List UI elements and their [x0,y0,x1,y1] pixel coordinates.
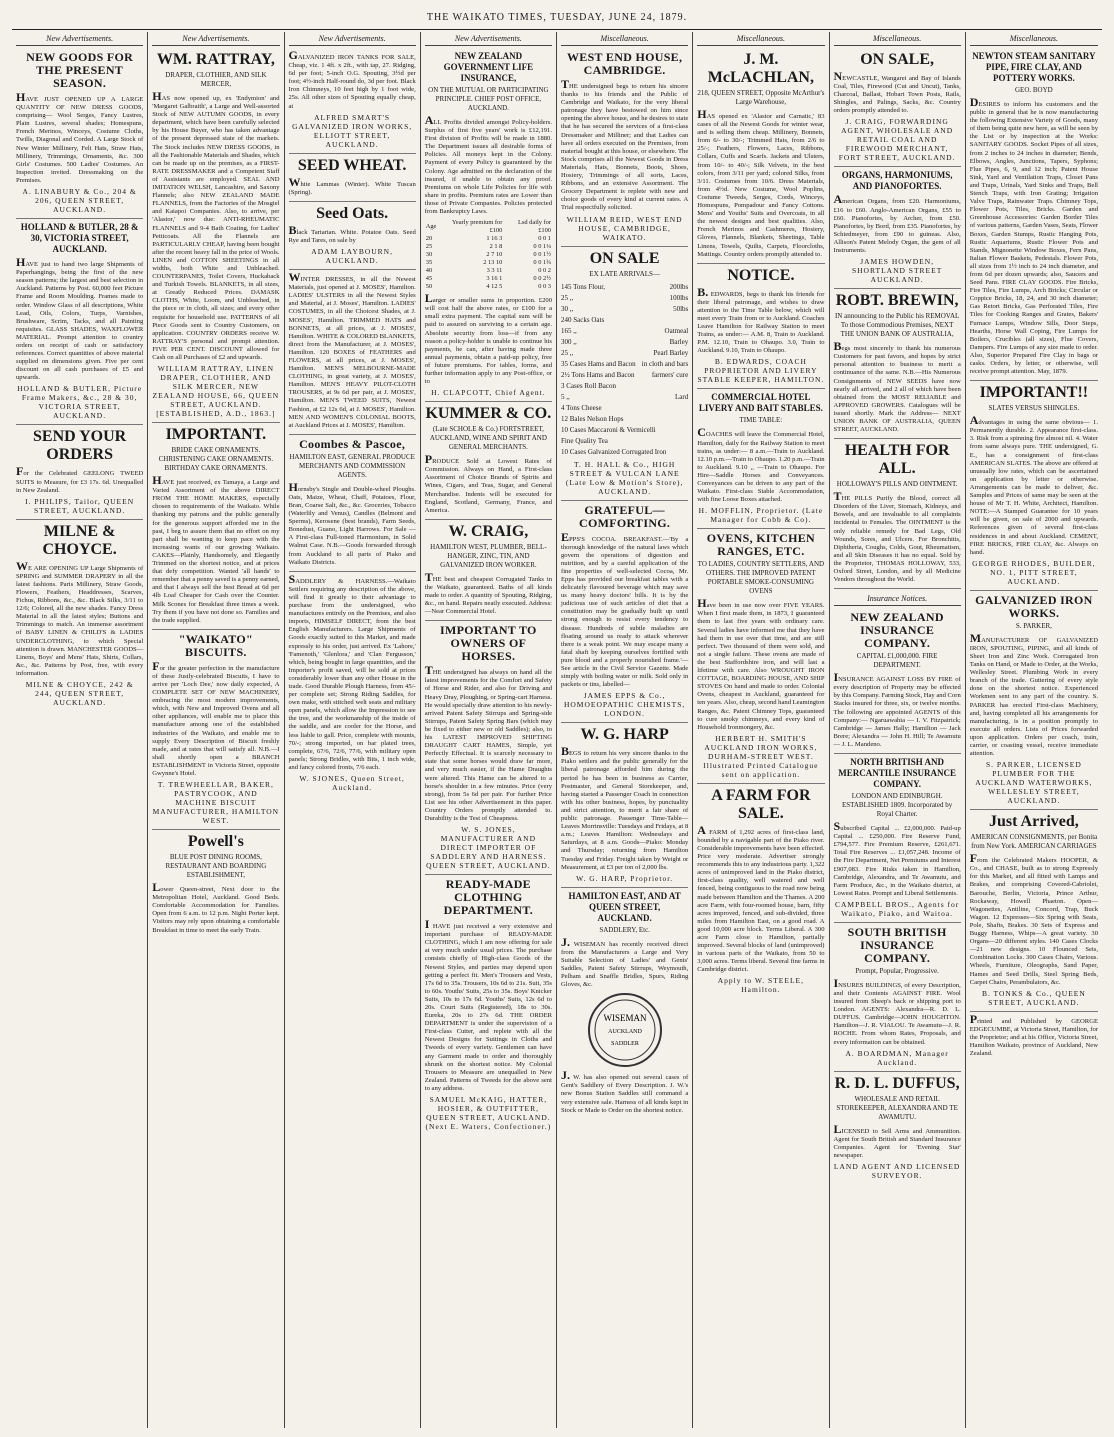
advertisement [289,438,416,572]
premium-table-row [425,251,552,259]
advertisement [425,51,552,402]
ad-body: MANUFACTURER OF GALVANIZED IRON, SPOUTING, PIPING, and all kinds of Sheet Iron and Zinc Work. Corrugated Iron Tanks on Hand, or Made to Order, at the Works, Wellesley Street. Plumbing Work in every branch of the trade. Guttering of every style done on the shortest notice. Experienced Workmen sent to any part of the country. S. PARKER has erected First-class Machinery, and, having completed all his arrangements for manufacturing, is in a position promptly to execute all orders. Lists of Prices forwarded upon application. Orders per coach, train, carrier, or coasting vessel, receive immediate attention. [969,630,1098,758]
ad-signature: LAND AGENT AND LICENSED SURVEYOR. [833,1162,961,1180]
ad-signature: HERBERT H. SMITH'S AUCKLAND IRON WORKS, DURHAM-STREET WEST. Illustrated Printed Catalogue sent on application. [703,733,819,779]
ad-body: HAVE JUST OPENED UP A LARGE QUANTITY OF NEW DRESS GOODS, comprising— Wool Serges, Fancy Lustres, Plain Lustres, several shades; Homespuns, French Merinos, Winceys, Costume Cloths, Twills, Diagonal and Corded. A Large Stock of New Winter Millinery, Felt Hats, Straw Hats, Millinery, Trimmings, Ornaments, &c. 300 Girls' Costumes. 500 Ladies' Costumes. An Inspection invited. Dressmaking on the Premises. [16,90,144,184]
ad-subheading: S. PARKER, [1015,621,1052,630]
premium-table-heading: Age [425,223,437,231]
advertisement [288,571,416,796]
ad-headline: IMPORTANT. [165,426,267,444]
advertisement [697,392,824,529]
ad-subheading: IN announcing to the Public his REMOVAL To those Commodious Premises, NEXT THE UNION BANK OF AUSTRALIA, [834,312,960,339]
ad-headline: W. CRAIG, [448,522,529,540]
premium-table-cell: 4 12 5 [486,283,503,291]
advertisement [834,51,961,167]
advertisement [561,726,688,887]
premium-table-row [425,275,552,283]
ad-body: ALL Profits divided amongst Policy-holders. Surplus of first five years' work is £12,191. First division of Profits will be made in 1880. The Department issues all desirable forms of Policies. All moneys kept in the Colony. Payment of every Policy is guaranteed by the Colony. Age admitted on the declaration of the insured, if unable to obtain any proof. Premiums on whole Life Policies for life with share in profits. Premium rates are Lower than those of Private Companies. Policies protected from Bankruptcy Laws. [424,113,552,216]
advertisement [152,51,279,423]
ad-headline: NORTH BRITISH AND MERCANTILE INSURANCE COMPANY. [838,757,956,790]
advertisement [425,624,552,875]
ad-signature: ADAM LAYBOURN, AUCKLAND. [311,247,393,266]
ad-subheading: SADDLERY, Etc. [599,925,650,934]
seal-word: SADDLER [610,1041,639,1048]
saddler-seal [588,993,662,1067]
ad-headline: Seed Oats. [316,204,389,222]
ad-signature: W. SJONES, Queen Street, Auckland. [299,774,405,792]
advertisement [970,594,1098,810]
ad-signature: W. G. HARP, Proprietor. [576,873,674,883]
ad-headline: "WAIKATO" BISCUITS. [178,631,253,659]
ad-body: I HAVE just received a very extensive and important purchase of READY-MADE CLOTHING, which I am now offering for sale at very much under usual prices. The purchase consists chiefly of High-class Goods of the Newest Styles, and parties may depend upon getting a perfect fit. Men's Trousers and Vests, 17s 6d to 35s. Trousers, 10s 6d to 21s. Suit, 35s to 60s. Youths' Suits, 25s to 35s. Boys' Knicker Suits, 10s to 17s 6d. Youths' Suits, 12s 6d to 20s. Court Suits (Registered), 18s to 30s. Eureka, 20s to 27s 6d. THE ORDER DEPARTMENT is under the supervision of a First-class Cutter, and replete with all the Newest Designs for Suitings in Cloths and Tweeds of every variety. Gentlemen can have any Garment made to order and thoroughly shrunk on the shortest notice. My Colonial Trousers to Measure are unequalled in New Zealand. Patterns of Tweeds for the above sent to any address. [424,917,552,1092]
cargo-item: 5 ,, [561,392,570,401]
ad-subheading: DRAPER, CLOTHIER, AND SILK MERCER, [165,71,267,88]
advertisement [152,633,279,830]
premium-table-cell: 2 7 10 [486,251,503,259]
ad-body: HAS opened ex 'Alastor and Carnatic,' 83 cases of all the Newest Goods for winter wear, and is selling them cheap. Millinery, Bonnets, from 6/- to 30/-; Trimmed Hats, from 2/6 to 25/-; Feathers, Flowers, Laces, Ribbons, Collars, Cuffs and Scarfs. Jackets and Ulsters, from 10/- to 40/-; Silk Velvets, in the best colors, from 3/11 per yard; colored Silks, from 3/11. Costumes from 10/6. Dress Materials, from 4½d. New Costume, Wool Poplins, Costume Tweeds, Serges, Cords, Winceys, Homespuns, Pompadour and Fancy Cottons. Mens' and Youths' Suits and Overcoats, in all the newest designs and best qualities. Also, French Merinos and Cashmeres, Hosiery, Gloves, Flannels, Blankets, Sheetings, Table Linens, Towels, Quilts, Carpets, Floorcloths, Mattings. Country orders promptly attended to. [697,107,825,258]
cargo-row [561,436,688,447]
advertisement [834,757,961,923]
cargo-row [561,315,688,326]
advertisement [834,170,961,289]
advertisement [970,51,1098,381]
premium-table-cell: 3 3 11 [486,267,503,275]
seal-word: WISEMAN [603,1013,647,1024]
ad-body: INSURANCE AGAINST LOSS BY FIRE of every description of Property may be effected by this Company. Farming Stock, Hay and Corn Stacks insured for three, six, or twelve months. The following are appointed AGENTS of this Company:— Ngaruawahia — I. V. Fitzpatrick; Cambridge — James Hally; Hamilton — Jack Brere; Alexandra — John H. Hill; Te Awamutu — J. L. Mandeno. [833,670,961,748]
advertisement [969,1011,1098,1062]
ad-body: COACHES will leave the Commercial Hotel, Hamilton, daily for the Railway Station to meet trains, as under:— 8 a.m.—Train to Auckland. 12.10 p.m.—Train to Ohaupo. 1.20 p.m.—Train to Auckland. 9.10 ,, —Train to Ohaupo. For Hire—Saddle Horses and Conveyances. Conveyances can be driven to any part of the Waikato. First-class Stable Accommodation, with fine Loose Boxes attached. [697,425,825,504]
ad-headline: KUMMER & CO. [425,405,552,423]
ad-subheading: (Late SCHOLE & Co.) FORTSTREET, AUCKLAND, WINE AND SPIRIT AND GENERAL MERCHANTS. [429,425,547,452]
ad-headline: GALVANIZED IRON WORKS. [975,592,1093,620]
ad-subheading: HAMILTON WEST, PLUMBER, BELL-HANGER, ZINC, TIN, AND GALVANIZED IRON WORKER. [430,542,547,569]
cargo-item: 4 Tons Cheese [561,403,602,412]
ad-body: GALVANIZED IRON TANKS FOR SALE, Cheap, viz. 1 4ft. x 2ft., with tap, 27. Ridging, 6d per foot; 5-inch O.G. Spouting, 3½d per foot; 4½-inch Half-round do, 3d per foot. Black Iron Chimneys, 10 feet high by 1 foot wide, 25s. All other sizes of Spouting equally cheap, at [288,48,416,110]
ad-body: American Organs, from £20. Harmoniums, £16 to £60. Anglo-American Organs, £55 to £60. Pianofortes, by Archer, from £50. Pianofortes, by Bord, from £35. Pianofortes, by Schiedmeyer, from £90 to guineas. Also, Allison's Patent Melody Organ, the gem of all Instruments. [833,192,961,255]
ad-body: WINTER DRESSES, in all the Newest Materials, just opened at J. MOSES', Hamilton. LADIES' ULSTERS in all the Newest Styles and Material, at J. Moses', Hamilton. LADIES' COSTUMES, in all the Choicest Shades, at J. MOSES', Hamilton. TRIMMED HATS and BONNETS, at all prices, at J. MOSES', Hamilton. WHITE & COLORED BLANKETS, direct from the Manufacturer, at J. MOSES', Hamilton. 120 BOXES of FEATHERS and FLOWERS, at all prices, at J. MOSES', Hamilton. MEN'S MELBOURNE-MADE CLOTHING, in great variety, at J. MOSES', Hamilton. MEN'S HEAVY PILOT-CLOTH TROUSERS, at 9s 6d per pair, at J. MOSES', Hamilton. MEN'S TWEED SUITS, Newest Fashion, at £2 12s 6d, at J. MOSES', Hamilton. MEN AND WOMEN'S COLONIAL BOOTS, at Auckland Prices at J. MOSES', Hamilton. [288,270,416,429]
advertisement [288,270,416,435]
cargo-item: 10 Cases Maccaroni & Vermicelli [561,425,656,434]
ad-body: Black Tartarian. White. Potatoe Oats. Seed Rye and Tares, on sale by [288,222,416,244]
cargo-row [561,370,688,381]
column-heading: New Advertisements. [152,32,279,46]
premium-table-cell: 2 1 8 [489,243,503,251]
premium-table-row [425,267,552,275]
premium-table-cell: 40 [425,267,433,275]
cargo-row [561,293,688,304]
cargo-row [561,447,688,458]
ad-headline: R. D. L. DUFFUS, [834,1074,960,1092]
ad-subheading: EX LATE ARRIVALS— [589,269,660,278]
ad-signature: SAMUEL McKAIG, HATTER, HOSIER, & OUTFITTER, QUEEN STREET, AUCKLAND. (Next E. Waters, Confectioner.) [425,1095,552,1132]
ad-signature: JAMES EPPS & Co., HOMOEOPATHIC CHEMISTS, LONDON. [563,691,686,719]
ad-headline: SEED WHEAT. [297,156,407,174]
masthead: THE WAIKATO TIMES, TUESDAY, JUNE 24, 1879. [12,8,1102,30]
ad-body: HAS now opened up, ex 'Endymion' and 'Margaret Galbraith', a Large and Well-assorted Stock of NEW AUTUMN GOODS, in every department, which have been carefully selected by his House Buyer, who has taken advantage of the present depressed state of the markets. The Stock includes NEW DRESS GOODS, in all the Fashionable Materials and Shades, which can be made up on the premises, as a FIRST-RATE DRESSMAKER and a Competent Staff of Assistants are employed. SEAL AND IMITATION WELSH, Lancashire, and Saxony Flannels; also NEW ZEALAND MADE FLANNELS, from the Factories of the Mosgiel and Kaiapoi Companies. Also, to arrive, per 'Alastor,' now due: ANTI-RHEUMATIC FLANNELS and 9-4 Bath Coating, for Ladies' Petticoats. All the Flannels are PARTICULARLY CHEAP, having been bought after the recent heavy fall in the price of Wools. LINEN and COTTON SHEETINGS in all widths, both White and Unbleached. COUNTERPANES, Toilet Covers, Huckaback and Turkish Towels. BLANKETS, in all sizes, at Greatly Reduced Prices. DAMASK CLOTHS, White, Loom, and Unbleached, in the piece or in cloth, all sizes; and every other requisite for household use. PATTERNS of all Piece Goods sent to Country Customers, on application. COUNTRY ORDERS receive W. RATTRAY'S personal and prompt attention. FIVE PER CENT. DISCOUNT allowed for Cash on all Purchases of £2 and upwards. [152,89,280,361]
premium-table-cell: 0 0 1¼ [533,243,551,251]
ad-headline: OVENS, KITCHEN RANGES, ETC. [706,531,815,559]
ad-body: Subscribed Capital ... £2,000,000. Paid-up Capital ... £250,000. Fire Reserve Fund, £794,577. Fire Premium Reserve, £261,671. Total Fire Reserves ... £1,057,248. Income of the Fire Department, Net Premiums and Interest £907,083. Fire Risks taken in Hamilton, Cambridge, Alexandra, and Te Awamutu, and Farm Produce, &c., in the Waikato district, at Lowest Rates. Prompt and Liberal Settlements. [833,819,961,897]
ad-signature: H. CLAPCOTT, Chief Agent. [431,388,546,398]
cargo-detail: Barley [669,337,689,346]
ad-signature: CAMPBELL BROS., Agents for Waikato, Piako, and Waitoa. [834,899,960,918]
cargo-row [561,348,688,359]
ad-body-continued: Larger or smaller sums in proportion. £200 will cost half the above rates, or £100 for a small extra payment. The capital sum will be paid to assured on surviving to a certain age. Absolute security from loss—if from any reason a policy-holder is unable to continue his payments, he can, after having made three annual payments, obtain a paid-up policy, free of future premiums. For tables, forms, and further information apply to any Post-office, or to [424,291,552,386]
ad-subheading: ON THE MUTUAL OR PARTICIPATING PRINCIPLE. CHIEF POST OFFICE, AUCKLAND. [428,86,549,112]
ad-headline: ON SALE, [860,51,935,68]
ad-body: THE undersigned has always on hand all the latest improvements for the Comfort and Safety of Horse and Rider, and also for Driving and Heavy Dray, Ploughing, or Spring-cart Harness. He would specially draw attention to his newly-arrived Patent Safety Stirrups and Spring-side Stirrups, Patent Safety Spring Bars (which may be fixed to either new or old Saddles); also, to his LATEST IMPROVED SHIFTING DRAUGHT CART HAMES, Simple, yet Perfectly Effectual. It is scarcely necessary to state that some horses would draw far more, and very much easier, if the Hame Draughts were altered. This Hame can be altered to a horse's shoulder in a few minutes. Price (very strong), from 5s 6d per pair. For further Price List see his other Advertisement in this paper. Country Orders promptly attended to. Durability is the Test of Cheapness. [424,663,552,822]
premium-table-cell: 0 0 1¾ [533,259,551,267]
ad-headline: Just Arrived, [988,813,1079,831]
column-heading: Miscellaneous. [697,32,824,46]
cargo-item: 30 ,, [561,304,574,313]
premium-table-cell: 0 0 2 [538,267,551,275]
column-8 [966,32,1102,1428]
advertisement [425,878,552,1135]
ad-signature: S. PARKER, LICENSED PLUMBER FOR THE AUCKLAND WATERWORKS, WELLESLEY STREET, AUCKLAND. [975,760,1093,806]
cargo-detail: 100lbs [669,293,689,302]
ad-subheading: SLATES VERSUS SHINGLES. [988,404,1080,413]
advertisement [970,384,1098,591]
cargo-detail: Oatmeal [664,326,689,335]
ad-body: NEWCASTLE, Wangarei and Bay of Islands Coal, Tiles, Firewood (Cut and Uncut), Tanks, Charcoal, Ballast, Hobart Town Posts, Rails, Shingles, and Palings, Sacks, &c. Country orders promptly attended to. [833,69,961,115]
ad-signature: ALFRED SMART'S GALVANIZED IRON WORKS, ELLIOTT STREET, AUCKLAND. [292,112,413,149]
cargo-item: 240 Sacks Oats [561,315,605,324]
premium-table-cell: 2 13 10 [483,259,503,267]
column-heading: New Advertisements. [425,32,552,46]
ad-body: Have been in use now over FIVE YEARS. When I first made them, in 1873, I guaranteed them to last five years with ordinary care. Several ladies have informed me that they have had them in use over that time, and are still perfect. Two thousand of them were sold, and not a single failure. These ovens are made of the best Staffordshire iron, and will last a lifetime with care. Also WROUGHT IRON COTTAGE, BOARDING HOUSE, AND SHIP STOVES On hand and made to order. Colonial Ovens, cheapest in Auckland, guaranteed for ten years. Also, cheap, second hand Leamington Ranges, &c. Patent Chimney Tops, guaranteed to cure smoky chimneys, and every kind of Household Ironmongery, &c. [697,596,825,731]
ad-subheading: BRIDE CAKE ORNAMENTS. CHRISTENING CAKE ORNAMENTS. BIRTHDAY CAKE ORNAMENTS. [158,446,274,473]
ad-signature: Apply to W. STEELE, Hamilton. [717,976,805,995]
ad-signature: B. EDWARDS, COACH PROPRIETOR AND LIVERY STABLE KEEPER, HAMILTON. [697,357,825,385]
ad-headline: MILNE & CHOYCE. [42,522,117,558]
ad-headline: HEALTH FOR ALL. [844,442,950,478]
ad-subheading: 218, QUEEN STREET, Opposite McArthur's Large Warehouse, [697,89,825,106]
ad-signature: GEORGE RHODES, BUILDER, NO. 1, PITT STREET, AUCKLAND. [972,558,1096,586]
premium-table-cell: 3 16 1 [486,275,503,283]
advertisement [561,891,688,1119]
ad-headline: Powell's [187,833,244,851]
ad-signature: T. TREWHEELLAR, BAKER, PASTRYCOOK, AND MACHINE BISCUIT MANUFACTURER, HAMILTON WEST. [152,780,280,826]
seal-word: AUCKLAND [607,1029,642,1036]
ad-headline: SOUTH BRITISH INSURANCE COMPANY. [847,924,947,965]
advertisement [561,504,688,724]
ad-signature: HOLLAND & BUTLER, Picture Frame Makers, &c., 28 & 30, VICTORIA STREET, AUCKLAND. [17,384,143,421]
premium-table-header [425,219,552,235]
premium-table-heading: Lsd daily for £100 [517,219,551,235]
ad-body: EPPS'S COCOA. BREAKFAST.—'By a thorough knowledge of the natural laws which govern the operations of digestion and nutrition, and by a careful application of the fine properties of well-selected Cocoa, Mr. Epps has provided our breakfast tables with a delicately flavoured beverage which may save us many heavy doctors' bills. It is by the judicious use of such articles of diet that a constitution may be gradually built up until strong enough to resist every tendency to disease. Hundreds of subtle maladies are floating around us ready to attack wherever there is a weak point. We may escape many a fatal shaft by keeping ourselves fortified with pure blood and a properly nourished frame.'—See article in the Civil Service Gazette. Made simply with boiling water or milk. Sold only in packets or tins, labelled— [561,529,689,689]
premium-table-cell: 1 16 3 [486,235,503,243]
ad-body: INSURES BUILDINGS, of every Description, and their Contents AGAINST FIRE. Wool insured from Sheep's back or shipping port to London. AGENTS: Alexandra—R. D. L. DUFFUS. Cambridge—JOHN HOUGHTON. Hamilton—J. R. VIALOU. Te Awamutu—J. R. ROCHE. From whom Rates, Proposals, and every information can be obtained. [833,975,961,1046]
advertisement [834,292,961,439]
premium-table-cell: 20 [425,235,433,243]
ad-signature: JAMES HOWDEN, SHORTLAND STREET AUCKLAND. [851,257,943,285]
ad-headline: IMPORTANT!! [979,384,1089,402]
ad-headline: NEW ZEALAND GOVERNMENT LIFE INSURANCE, [443,51,534,83]
ad-signature: A. BOARDMAN, Manager Auckland. [845,1048,949,1067]
column-6 [693,32,829,1428]
column-1 [12,32,148,1428]
ad-body: For the greater perfection in the manufacture of these Justly-celebrated Biscuits, I have to arrive per 'Loch Dee,' now daily expected, A COMPLETE SET OF NEW MACHINERY, embracing the most modern improvements, which, with New and Improved Ovens and all other appliances, will enable me to place this manufacture among one of the established industries of the Waikato, and enable me to supply Every Description of Biscuit freshly made, and at rates that will satisfy all. N.B.—I shall shortly open a BRANCH ESTABLISHMENT in Victoria Street, opposite Gwynne's Hotel. [152,658,280,777]
column-3 [285,32,421,1428]
ad-body: B. EDWARDS, begs to thank his friends for their liberal patronage, and wishes to draw attention to the Time Table below, which will meet every Train from or to Auckland. Coaches Leave Hamilton for Railway Station to meet Trains, as under:— A.M. 8, Train to Auckland. P.M. 12.10, Train to Ohaupo. 3.0, Train to Auckland. 9.10, Train to Ohaupo. [697,284,825,355]
ad-signature: I. PHILIPS, Tailor, QUEEN STREET, AUCKLAND. [25,496,135,515]
advertisement [16,222,143,425]
ad-signature: B. TONKS & Co., QUEEN STREET, AUCKLAND. [981,988,1086,1007]
ad-subheading: BLUE POST DINING ROOMS, RESTAURANT AND BOARDING ESTABLISHMENT, [165,853,267,880]
ad-headline: HOLLAND & BUTLER, 28 & 30, VICTORIA STREET, AUCKLAND. [20,222,139,255]
ad-body: Advantages in using the same obvious— 1. Permanently durable. 2. Appearance first-class. 3. Risk from a spinning fire almost nil. 4. Water from same always pure. THE undersigned, G. E., has a consignment of first-class AMERICAN SLATES. The above are offered at unusually low rates, which can be ascertained on application by letter or otherwise. Arrangements can be made to deliver, &c. Samples and Prices of same may be seen at the house of Mr T. H. White, Architect, Hamilton. NOTE:—A Stamped Guarantee for 10 years will be given, on sale of 2000 and upwards. References given of several first-class residences in and about Auckland. CEMENT, FIRE BRICKS, FIRE CLAY, &c. Always on hand. [969,413,1098,556]
cargo-item: 165 ,, [561,326,577,335]
cargo-item: 25 ,, [561,348,574,357]
cargo-detail: Lard [675,392,689,401]
premium-table-cell: 0 0 1½ [533,251,551,259]
ad-body: THE best and cheapest Corrugated Tanks in the Waikato, guaranteed. Baths of all kinds made to order. A quantity of Spouting, Ridging, &c., on hand. Repairs neatly executed. Address:—Near Commercial Hotel. [424,569,552,616]
cargo-row [561,359,688,370]
ad-headline: NEW GOODS FOR THE PRESENT SEASON. [26,50,134,90]
premium-table-cell: 0 0 2½ [533,275,551,283]
cargo-detail: farmers' cure [651,370,689,379]
advertisement [834,611,961,754]
cargo-row [561,414,688,425]
premium-table [425,219,552,291]
ad-subheading: CAPITAL £1,000,000. FIRE DEPARTMENT. [856,652,938,670]
ad-subheading: HOLLOWAY'S PILLS AND OINTMENT. [836,480,958,489]
cargo-item: 3 Cases Roll Bacon [561,381,617,390]
ad-signature: WILLIAM RATTRAY, LINEN DRAPER, CLOTHIER, AND SILK MERCER, NEW ZEALAND HOUSE, 66, QUEEN STREET, AUCKLAND. [ESTABLISHED, A.D., 1863.] [152,364,280,419]
advertisement [152,426,279,630]
ad-signature: W. S. JONES, MANUFACTURER AND DIRECT IMPORTER OF SADDLERY AND HARNESS. QUEEN STREET, AUCKLAND. [426,825,551,871]
cargo-item: 25 ,, [561,293,574,302]
cargo-detail: Pearl Barley [653,348,689,357]
advertisement [16,428,143,519]
premium-table-cell: 0 0 1 [538,235,551,243]
cargo-row [561,326,688,337]
column-5 [557,32,693,1428]
advertisement [697,267,824,390]
column-heading: Miscellaneous. [834,32,961,46]
column-heading: New Advertisements. [289,32,416,46]
column-4 [421,32,557,1428]
ad-body: White Lammas (Winter). White Tuscan (Spring). [288,174,416,196]
cargo-list [561,282,688,458]
ad-headline: NOTICE. [727,266,795,284]
advertisement [697,51,824,264]
ad-headline: ROBT. BREWIN, [835,292,959,310]
premium-table-cell: 25 [425,243,433,251]
ad-body: THE PILLS Purify the Blood, correct all Disorders of the Liver, Stomach, Kidneys, and Bowels, and are invaluable to all complaints incidental to Females. The OINTMENT is the only reliable remedy for Bad Legs, Old Wounds, Sores, and Ulcers. For Bronchitis, Diphtheria, Coughs, Colds, Gout, Rheumatism, and all Skin Diseases it has no equal. Sold by the Proprietor, THOMAS HOLLOWAY, 533, Oxford Street, London, and by all Medicine Vendors throughout the World. [833,489,961,584]
advertisement [834,1075,961,1184]
ad-body: J. WISEMAN has recently received direct from the Manufacturers a Large and Very Suitable Selection of Ladies' and Gents' Saddles, Patent Safety Stirrups, Weymouth, Pelham and Snaffle Bridles, Spurs, Riding Gloves, &c. [561,934,689,989]
ad-subheading: AMERICAN CONSIGNMENTS, per Bonita from New York. AMERICAN CARRIAGES [970,833,1098,851]
cargo-detail: 50lbs [673,304,689,313]
ad-headline: A FARM FOR SALE. [711,786,811,822]
ad-body: A FARM of 1,292 acres of first-class land, bounded by a navigable part of the Piako river. Considerable improvements have been effected. Price very moderate. Advertiser strongly recommends this to any industrious party. 1,322 acres of unimproved land in the Piako district, first-class quality, well watered and well fenced, being contiguous to the road now being made between Hamilton and the Thames. A 200 acre Farm, with four-roomed house, barn, fifty acres improved, fenced, and sub-divided, three miles from Hamilton East, on a good road. A good 10,000 acre block. Terms Liberal. A 300 acre Farm close to Hamilton, partially improved. Several blocks of land (unimproved) in various parts of the Waikato, from 50 to 3,000 acres. Terms liberal. Several fine farms in Cambridge district. [697,822,825,974]
column-heading: New Advertisements. [16,32,143,46]
cargo-detail: in cloth and bars [641,359,689,368]
advertisement [289,205,416,270]
advertisement [697,787,824,999]
ad-signature: J. CRAIG, FORWARDING AGENT, WHOLESALE AND RETAIL COAL AND FIREWOOD MERCHANT, FORT STREET, AUCKLAND. [838,117,956,163]
advertisement [16,51,143,219]
advertisement [561,51,688,247]
ad-body: BEGS to return his very sincere thanks to the Piako settlers and the public generally for the liberal patronage afforded him during the period he has been in business as Carrier, Postmaster, and General Storekeeper, and, having started a Passenger Coach in connection with his other business, hopes, by punctuality and strict attention, to merit a fair share of public patronage. Passenger Time-Table—Leaves Morrinsville: Tuesdays and Fridays, at 8 a.m.; Leaves Hamilton: Wednesdays and Saturdays, at 8 a.m. Goods—Piako: Monday and Thursday; returning from Hamilton Tuesday and Friday. Freight taken by Weight or Measurement, at £3 per ton of 2,000 lbs. [561,744,689,871]
premium-table-cell: 0 0 3 [538,283,551,291]
ad-subheading: HAMILTON EAST, GENERAL PRODUCE MERCHANTS AND COMMISSION AGENTS. [289,452,415,479]
advertisement [16,523,143,711]
ad-body: Lower Queen-street, Next door to the Metropolitan Hotel, Auckland. Good Beds. Comfortable Accommodation for Families. Open from 6 a.m. to 12 p.m. Night Porter kept. Visitors may rely upon obtaining a comfortable Breakfast in time to meet the early Train. [152,880,280,934]
column-heading: Miscellaneous. [970,32,1098,46]
advertisement [152,833,279,939]
ad-headline: SEND YOUR ORDERS [33,428,127,464]
ad-subheading: GEO. BOYD [1015,86,1053,94]
ad-headline: J. M. McLACHLAN, [707,51,814,86]
ad-headline: W. G. HARP [580,726,669,744]
advertisement [289,157,416,202]
section-heading: Insurance Notices. [834,592,961,606]
advertisement [425,523,552,621]
advertisement [561,250,688,501]
ad-body: WE ARE OPENING UP Large Shipments of SPRING and SUMMER DRAPERY in all the latest fashions. Paris Millinery, Straw Goods, Flowers, Feathers, Headdresses, Scarves, Fichus, Ribbons, &c., &c. Black Silks, 3/11 to 12/6; Colored, all the new shades. Fancy Dress Material in all the latest styles; Buttons and Trimmings to match. An immense assortment of BABY LINEN & CHILD'S & LADIES UNDERCLOTHING, to which Special attention is drawn. MANCHESTER GOODS— Linens, Boys' and Mens' Hats, Shirts, Collars, &c., &c. Patterns by Post, free, with every information. [16,558,144,677]
cargo-item: Fine Quality Tea [561,436,608,445]
ad-body: From the Celebrated Makers HOOPER, & Co., and CHASE, built as to strong Expressly for this Market, and all fitted with Lamps and Brakes, and comprising Covered-Cabriolet, Barouche, Berlin, Victoria, Prince Arthur, Rockaway, Howell Phaeton. Open—Wagonettes, Antiline, Concord, Trap, Buck Wagon. 12 Expresses—Six Spring with Seats, Pole, Shafts, Brakes. 30 Sets of Express and Buggy Harness, Whips—A great variety. 30 Organs—20 different styles. 140 Cases Clocks—21 new designs. 10 Flounced Sets, Combination Locks. 300 Cases Chairs, Various. Wheels, Furniture, Oleographs, Sand Paper, Hames and Seed Drills, Steel Spring Beds, Carpet Chairs, Perambulators, &c. [969,851,1098,986]
ad-subheading: TO LADIES, COUNTRY SETTLERS, AND OTHERS. THE IMPROVED PATENT PORTABLE SMOKE-CONSUMING OVENS [697,560,825,596]
ad-subheading: LONDON AND EDINBURGH. ESTABLISHED 1809. Incorporated by Royal Charter. [841,792,953,819]
ad-headline: WM. RATTRAY, [156,51,275,68]
ad-headline: IMPORTANT TO OWNERS OF HORSES. [440,623,537,664]
premium-table-heading: Yearly premium for £100 [451,219,503,235]
ad-headline: GRATEFUL—COMFORTING. [579,502,671,530]
column-2 [148,32,284,1428]
advertisement [970,813,1098,1012]
premium-table-cell: 30 [425,251,433,259]
ad-headline: NEW ZEALAND INSURANCE COMPANY. [850,610,944,651]
cargo-row [561,282,688,293]
cargo-item: 35 Cases Hams and Bacon [561,359,636,368]
premium-table-row [425,283,552,291]
ad-signature: A. LINABURY & Co., 204 & 206, QUEEN STREET, AUCKLAND. [22,187,137,215]
ad-body: For the Celebrated GEELONG TWEED SUITS to Measure, for £3 17s. 6d. Unequalled in New Zealand. [16,464,144,494]
cargo-row [561,381,688,392]
ad-body: PRODUCE Sold at Lowest Rates of Commission. Always on Hand, a First-class Assortment of Choice Brands of Spirits and Wines, Cigars, and Teas, Sugar, and General Merchandise. Indents will be executed for England, Scotland, Germany, France, and America. [424,452,552,514]
ad-headline: NEWTON STEAM SANITARY PIPE, FIRE CLAY, AND POTTERY WORKS. [972,51,1096,83]
ad-body-continued: J. W. has also opened out several cases of Gent's Saddlery of Every Description. J. W.'s new Bonus Station Saddles still command a very extensive sale. Harness of all kinds kept in Stock or Made to Order on the shortest notice. [561,1068,689,1114]
ad-subheading: Prompt, Popular, Progressive. [855,966,939,975]
ad-signature: MILNE & CHOYCE, 242 & 244, QUEEN STREET, AUCKLAND. [25,680,134,708]
cargo-item: 12 Bales Nelson Hops [561,414,624,423]
ad-headline: ON SALE [589,249,660,267]
ad-headline: READY-MADE CLOTHING DEPARTMENT. [443,877,534,918]
advertisement [288,48,416,154]
cargo-row [561,392,688,403]
advertisement [834,442,961,589]
cargo-detail: 200lbs [669,282,689,291]
advertisement [697,532,824,784]
ad-body: Printed and Published by GEORGE EDGECUMBE, at Victoria Street, Hamilton, for the Proprietor; and at his Office, Victoria Street, Hamilton Waikato, province of Auckland, New Zealand. [969,1011,1098,1058]
ad-headline: ORGANS, HARMONIUMS, AND PIANOFORTES. [841,170,953,192]
premium-table-row [425,235,552,243]
cargo-item: 10 Cases Galvanized Corrugated Iron [561,447,667,456]
ad-body: HAVE just to hand two large Shipments of Paperhangings, being the first of the new season patterns; the largest and best selection in Auckland. Patterns by Post. 60,000 feet Picture Frame and Room Moulding. Frames made to order. Window Glass of all descriptions, White Lead, Oils, Colors, Turps, Varnishes, Brushware, Scrim, Tacks, and all Painting requisites. GLASS SHADES, WAXFLOWER MATERIAL. Prompt attention to country orders on receipt of cash or satisfactory references. Correct quantities of above material supplied on dimensions given. Five per cent discount on all cash purchases of £5 and upwards. [16,255,144,382]
ad-signature: WILLIAM REID, WEST END HOUSE, CAMBRIDGE, WAIKATO. [566,214,683,242]
ad-headline: Coombes & Pascoe, [299,436,406,451]
column-grid [12,32,1102,1428]
cargo-row [561,304,688,315]
cargo-item: 2½ Tons Hams and Bacon [561,370,635,379]
ad-signature: T. H. HALL & Co., HIGH STREET & VULCAN LANE (Late Low & Motion's Store), AUCKLAND. [565,459,684,496]
column-7 [830,32,966,1428]
saddler-seal-emblem [592,997,658,1063]
cargo-item: 145 Tons Flour, [561,282,606,291]
ad-body: LICENSED to Sell Arms and Ammunition. Agent for South British and Standard Insurance Companies. Agent for 'Evening Star' newspaper. [833,1121,961,1159]
column-heading: Miscellaneous. [561,32,688,46]
premium-table-cell: 50 [425,283,433,291]
cargo-row [561,337,688,348]
ad-signature: H. MOFFLIN, Proprietor. (Late Manager for Cobb & Co). [698,506,824,525]
premium-table-cell: 45 [425,275,433,283]
premium-table-cell: 35 [425,259,433,267]
advertisement [834,926,961,1072]
ad-body: HAVE just received, ex Tamaya, a Large and Varied Assortment of the above DIRECT FROM THE HOME MAKERS, especially chosen to requirements of the Waikato. While thanking my patrons and the public generally for the generous support afforded me in the past, I beg to assure them that no effort on my part shall be wanting to keep pace with the increasing wants of our growing Waikato. CAKES—Plainly, Handsomely, and Elegantly Trimmed on the shortest notice, and at prices that defy competition. Wanted 'all hands' to remember that a penny saved is a penny earned, and that I always sell the best Bread at 6d per 4lb Loaf Cheaper for Cash over the Counter. Milk Scones for Breakfast three times a week. Try them if you have not done so. Families and the trade supplied. [152,473,280,624]
cargo-row [561,425,688,436]
ad-body: Begs most sincerely to thank his numerous Customers for past favors, and hopes by strict personal attention to business to merit a continuance of the same. N.B.—His Numerous Consignments of NEW SEEDS have now nearly all arrived, and 2 all of which have been obtained from the MOST RELIABLE and APPROVED GROWERS. Catalogues will be issued shortly. Mark the Address— NEXT UNION BANK OF AUSTRALIA, QUEEN STREET, AUCKLAND. [833,339,961,434]
ad-headline: COMMERCIAL HOTEL LIVERY AND BAIT STABLES. [698,392,823,414]
cargo-row [561,403,688,414]
premium-table-row [425,259,552,267]
ad-body: Hornsby's Single and Double-wheel Ploughs. Oats, Maize, Wheat, Chaff, Potatoes, Flour, Bran, Coarse Salt, &c., &c. Groceries, Tobacco (Waterlily and Venus), Candles (Belmont and Sperms), Kerosene (best brands), Farm Seeds, Bonedust, Guano, Light Harrows. For Sale — A First-class Full-toned Harmonium, in Solid Walnut Case. N.B.—Goods forwarded through from Auckland to all parts of Piako and Waikato Districts. [288,479,416,566]
ad-headline: HAMILTON EAST, AND AT QUEEN STREET, AUCKLAND. [568,890,681,923]
advertisement [425,405,552,520]
ad-subheading: WHOLESALE AND RETAIL STOREKEEPER, ALEXANDRA AND TE AWAMUTU. [836,1094,958,1121]
cargo-item: 300 ,, [561,337,577,346]
ad-subheading: TIME TABLE: [739,416,783,425]
ad-body: THE undersigned begs to return his sincere thanks to his friends and the Public of Cambridge and Waikato, for the very liberal patronage they have bestowed on him since opening the above house, and he desires to state that he has secured the services of a first-class Dressmaker and Milliner; and that Ladies can have all orders executed on the Premises, from material bought at this house, or elsewhere. The Stock comprises all the Newest Goods in Dress Materials, Hats, Bonnets, Boots, Shoes, Hosiery, Trimmings of all sorts, Laces, Ribbons, and an extensive Assortment. The Grocery Department is replete with new and choice goods of every kind at current rates. A Trial respectfully solicited. [561,77,689,212]
ad-headline: WEST END HOUSE, CAMBRIDGE. [566,50,683,77]
ad-body: DESIRES to inform his customers and the public in general that he is now manufacturing the following Extensive Variety of Goods, many of them being quite new here, as will be seen by the List or by inspection at the Works: SANITARY GOODS. Socket Pipes of all sizes, from 2 inches to 24 inches in diameter; Bends, Elbows, Angles, Junctions, Tapers, Syphons; Flue Pipes, 6, 9, and 12 inch; Patent House Sink, Yard and Ventilation Traps, Closet Pans and Traps, Urinals, Yard Sinks and Traps, Bell Stench Traps, with Iron Grating; Irrigation Valve Traps, Rainwater Traps. Chimney Tops, Flower Pots, Tiles, Bricks. Garden and Greenhouse Accessories: Garden Border Tiles of various patterns, Garden Vases, Seats, Flower Boxes, Garden Stumps, Rustic Hanging Pots, Rustic Aquariums, Rustic Flower Pots and Stands, Mignonette Window Boxes, Fern Pans, Italian Flower Baskets, Pedestals. Flower Pots, all sizes from 1½ inch to 24 inch diameter, and from 6d per dozen upwards; also, Saucers and Seed Pans. FIRE CLAY GOODS. Fire Bricks, Fire Tiles, Fire Lumps, Arch Bricks; Circular or Coppice Bricks, 18, 24, and 30 inch diameter; Gas Retort Bricks, Gas Perforated Tiles, Fire Tiles for Cooking Ranges and Grates, Bakers' Furnace Lumps, Window Sills, Door Steps, Hearths, Horse Wall Coping, Fire Lumps for Boilers, Crucibles (all sizes), Flue Covers, Dampers. Fire Lumps of any size made to order. Also, Superior Prepared Fire Clay in bags or casks. Orders, by letter, or otherwise, will receive prompt attention. May, 1879. [969,95,1098,376]
premium-table-row [425,243,552,251]
ad-body: SADDLERY & HARNESS.—Waikato Settlers requiring any description of the above, will find it greatly to their advantage to purchase from the undersigned, who manufactures entirely on the Premises, and also imports, HIMSELF DIRECT, from the best English Manufacturers. Large Shipments of Goods exactly suited to this Market, and made expressly to his order, just arrived. Ex 'Lahore,' 'Famenoth,' 'Glenlora,' and 'Clan Fergusson,' which, being bought in large quantities, and the Importer's profit saved, will be sold at prices considerably lower than any other House in the trade. Good Durable Plough Harness, from 45/- per complete set; Strong Riding Saddles, for own make, with stitched welt seats and military open panels, which allow the Impression to see the tree, and the workmanship of the inside of the saddle, and are cooler for the Horse, and less liable to gall. Price, complete with mounts, 70/-; strong imported, on bar plated trees, complete, 67/6, 72/6, 77/6, with military open panels; Strong Bridles, with Bits, 1 inch wide, and fancy colored fronts, 7/6 each. [288,571,416,771]
